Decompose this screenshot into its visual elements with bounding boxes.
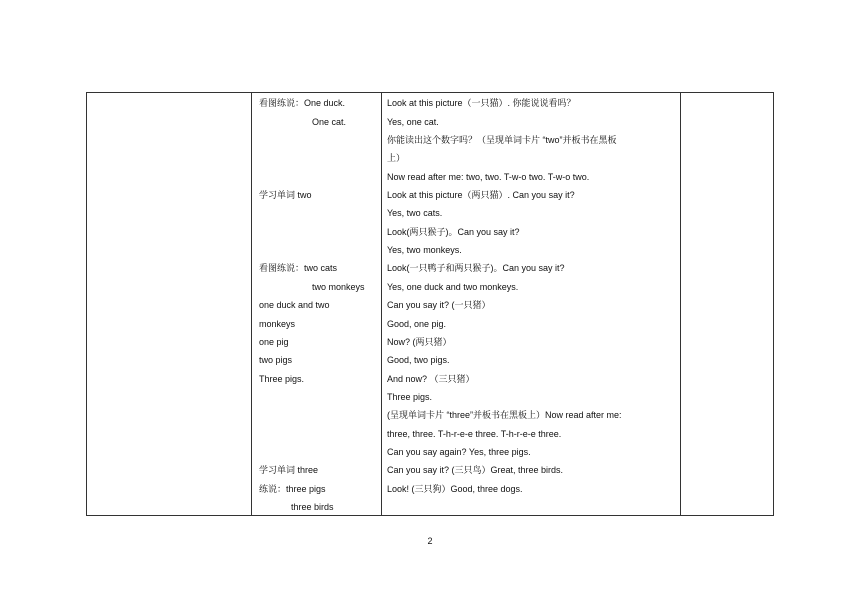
dialogue-line: Can you say it? (一只猪） bbox=[387, 300, 491, 310]
dialogue-line: three, three. T-h-r-e-e three. T-h-r-e-e three. bbox=[387, 429, 562, 439]
activity-line: 学习单词 two bbox=[259, 190, 312, 200]
dialogue-line: Yes, one duck and two monkeys. bbox=[387, 282, 519, 292]
dialogue-line: Can you say again? Yes, three pigs. bbox=[387, 447, 531, 457]
column-divider bbox=[381, 93, 382, 515]
dialogue-line: Good, one pig. bbox=[387, 319, 447, 329]
dialogue-line: Can you say it? (三只鸟）Great, three birds. bbox=[387, 465, 564, 475]
dialogue-line: Look(两只猴子)。Can you say it? bbox=[387, 227, 520, 237]
activity-line: One cat. bbox=[312, 117, 347, 127]
dialogue-line: Yes, two cats. bbox=[387, 208, 443, 218]
activity-line: Three pigs. bbox=[259, 374, 305, 384]
dialogue-line: Now read after me: two, two. T-w-o two. T-w-o two. bbox=[387, 172, 590, 182]
activity-line: three birds bbox=[291, 502, 334, 512]
activity-line: 看图练说：One duck. bbox=[259, 98, 346, 108]
dialogue-line: Look(一只鸭子和两只猴子)。Can you say it? bbox=[387, 263, 565, 273]
dialogue-line: Look at this picture（两只猫）. Can you say it? bbox=[387, 190, 575, 200]
dialogue-line: Three pigs. bbox=[387, 392, 433, 402]
activity-line: one duck and two bbox=[259, 300, 330, 310]
dialogue-line: Now? (两只猪） bbox=[387, 337, 452, 347]
column-divider bbox=[251, 93, 252, 515]
dialogue-line: 你能读出这个数字吗？（呈现单词卡片 “two”并板书在黑板 bbox=[387, 135, 617, 145]
activity-line: two monkeys bbox=[312, 282, 365, 292]
dialogue-line: (呈现单词卡片 “three”并板书在黑板上）Now read after me: bbox=[387, 410, 622, 420]
activity-line: monkeys bbox=[259, 319, 296, 329]
activity-line: one pig bbox=[259, 337, 289, 347]
activity-line: 学习单词 three bbox=[259, 465, 319, 475]
dialogue-line: Look! (三只狗）Good, three dogs. bbox=[387, 484, 523, 494]
column-divider bbox=[680, 93, 681, 515]
dialogue-line: Good, two pigs. bbox=[387, 355, 450, 365]
dialogue-line: Yes, one cat. bbox=[387, 117, 439, 127]
dialogue-line: And now? （三只猪） bbox=[387, 374, 475, 384]
activity-line: 练说：three pigs bbox=[259, 484, 326, 494]
page-number: 2 bbox=[427, 536, 433, 546]
dialogue-line: Look at this picture（一只猫）. 你能说说看吗？ bbox=[387, 98, 576, 108]
activity-line: 看图练说：two cats bbox=[259, 263, 338, 273]
activity-line: two pigs bbox=[259, 355, 293, 365]
dialogue-line: 上） bbox=[387, 153, 406, 163]
dialogue-line: Yes, two monkeys. bbox=[387, 245, 462, 255]
